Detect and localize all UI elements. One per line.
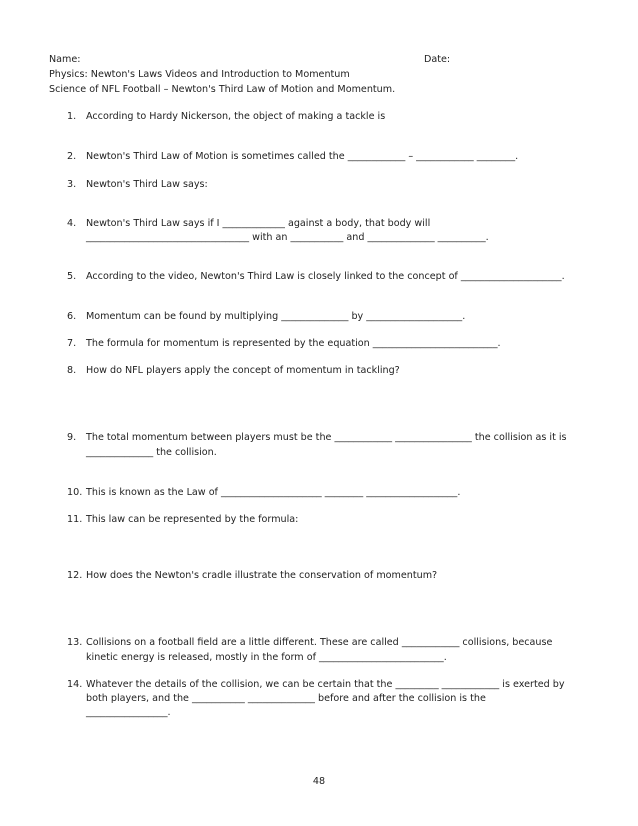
question-text: Newton's Third Law says if I _____________ against a body, that body will [86, 218, 431, 229]
question-number: 8. [67, 365, 77, 376]
question-number: 1. [67, 111, 77, 122]
question-text: According to the video, Newton's Third Law is closely linked to the concept of _____________________. [86, 271, 565, 282]
question-number: 6. [67, 311, 77, 322]
question-text: How does the Newton's cradle illustrate the conservation of momentum? [86, 570, 438, 581]
question-number: 12. [67, 570, 83, 581]
question-text-continued: __________________________________ with an ___________ and ______________ __________. [86, 232, 489, 243]
question-number: 13. [67, 637, 83, 648]
course-title: Physics: Newton's Laws Videos and Introduction to Momentum [49, 69, 350, 80]
question-number: 5. [67, 271, 77, 282]
name-label: Name: [49, 54, 81, 65]
page-number: 48 [312, 776, 326, 787]
question-text-continued: _________________. [86, 707, 171, 718]
question-text-continued: both players, and the ___________ ______________ before and after the collision is the [86, 693, 486, 704]
question-text: According to Hardy Nickerson, the object of making a tackle is [86, 111, 386, 122]
question-number: 11. [67, 514, 83, 525]
question-number: 4. [67, 218, 77, 229]
question-number: 10. [67, 487, 83, 498]
question-text: The formula for momentum is represented by the equation __________________________. [86, 338, 501, 349]
question-text: Newton's Third Law says: [86, 179, 208, 190]
topic-title: Science of NFL Football – Newton's Third Law of Motion and Momentum. [49, 84, 396, 95]
question-text: How do NFL players apply the concept of momentum in tackling? [86, 365, 400, 376]
question-number: 2. [67, 151, 77, 162]
question-text: This law can be represented by the formula: [86, 514, 299, 525]
question-number: 9. [67, 432, 77, 443]
question-number: 14. [67, 679, 83, 690]
question-text-continued: kinetic energy is released, mostly in the form of __________________________. [86, 652, 447, 663]
question-text: This is known as the Law of _____________________ ________ ___________________. [86, 487, 461, 498]
question-text: The total momentum between players must be the ____________ ________________ the collision as it is [86, 432, 567, 443]
question-number: 7. [67, 338, 77, 349]
date-label: Date: [424, 54, 451, 65]
question-text-continued: ______________ the collision. [86, 447, 217, 458]
question-text: Whatever the details of the collision, we can be certain that the _________ ____________ is exerted by [86, 679, 565, 690]
question-text: Momentum can be found by multiplying ______________ by ____________________. [86, 311, 466, 322]
question-number: 3. [67, 179, 77, 190]
question-text: Collisions on a football field are a little different. These are called ____________ collisions, because [86, 637, 553, 648]
question-text: Newton's Third Law of Motion is sometimes called the ____________ – ____________ ________. [86, 151, 519, 162]
